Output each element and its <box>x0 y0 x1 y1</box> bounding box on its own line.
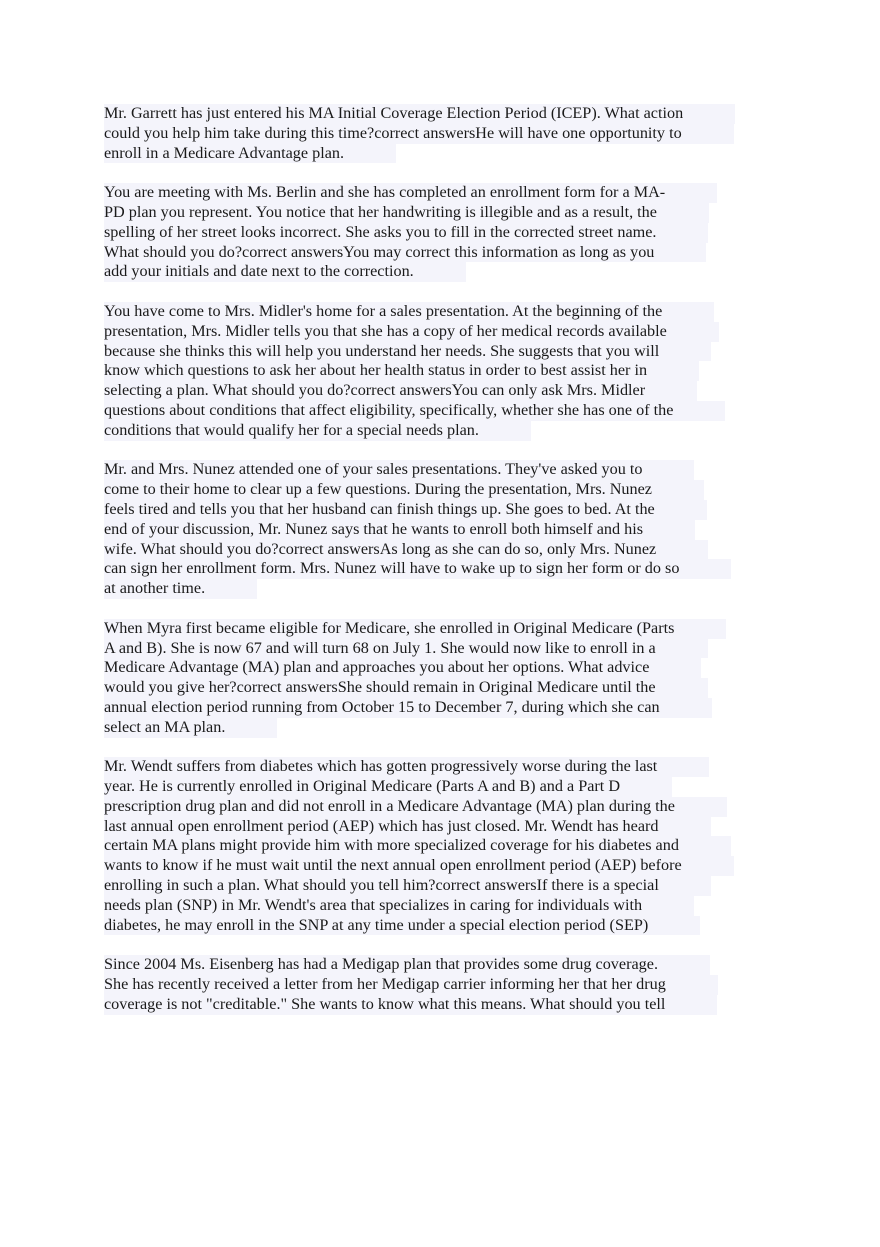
document-body <box>104 104 784 1034</box>
text-line: A and B). She is now 67 and will turn 68 on July 1. She would now like to enroll in a <box>104 639 708 659</box>
paragraph-midler <box>104 302 784 441</box>
text-line: needs plan (SNP) in Mr. Wendt's area that specializes in caring for individuals with <box>104 896 694 916</box>
text-line: When Myra first became eligible for Medicare, she enrolled in Original Medicare (Parts <box>104 619 726 639</box>
text-line: prescription drug plan and did not enroll in a Medicare Advantage (MA) plan during the <box>104 797 727 817</box>
text-line: Mr. and Mrs. Nunez attended one of your sales presentations. They've asked you to <box>104 460 694 480</box>
text-line: last annual open enrollment period (AEP) which has just closed. Mr. Wendt has heard <box>104 817 711 837</box>
paragraph-berlin <box>104 183 784 282</box>
text-line: enroll in a Medicare Advantage plan. <box>104 144 396 164</box>
text-line: annual election period running from October 15 to December 7, during which she can <box>104 698 712 718</box>
paragraph-eisenberg <box>104 955 784 1014</box>
text-line: What should you do?correct answersYou may correct this information as long as you <box>104 243 706 263</box>
text-line: come to their home to clear up a few questions. During the presentation, Mrs. Nunez <box>104 480 704 500</box>
paragraph-nunez <box>104 460 784 599</box>
text-line: wants to know if he must wait until the next annual open enrollment period (AEP) before <box>104 856 734 876</box>
text-line: Mr. Wendt suffers from diabetes which has gotten progressively worse during the last <box>104 757 709 777</box>
text-line: questions about conditions that affect eligibility, specifically, whether she has one of the <box>104 401 725 421</box>
text-line: diabetes, he may enroll in the SNP at any time under a special election period (SEP) <box>104 916 700 936</box>
text-line: selecting a plan. What should you do?correct answersYou can only ask Mrs. Midler <box>104 381 697 401</box>
text-line: You are meeting with Ms. Berlin and she has completed an enrollment form for a MA- <box>104 183 717 203</box>
text-line: enrolling in such a plan. What should you tell him?correct answersIf there is a special <box>104 876 711 896</box>
text-line: at another time. <box>104 579 257 599</box>
text-line: would you give her?correct answersShe should remain in Original Medicare until the <box>104 678 708 698</box>
paragraph-icep <box>104 104 784 163</box>
text-line: know which questions to ask her about her health status in order to best assist her in <box>104 361 699 381</box>
text-line: You have come to Mrs. Midler's home for a sales presentation. At the beginning of the <box>104 302 714 322</box>
text-line: PD plan you represent. You notice that her handwriting is illegible and as a result, the <box>104 203 709 223</box>
text-line: She has recently received a letter from her Medigap carrier informing her that her drug <box>104 975 718 995</box>
text-line: presentation, Mrs. Midler tells you that she has a copy of her medical records available <box>104 322 719 342</box>
text-line: Since 2004 Ms. Eisenberg has had a Medigap plan that provides some drug coverage. <box>104 955 710 975</box>
text-line: add your initials and date next to the correction. <box>104 262 466 282</box>
text-line: conditions that would qualify her for a special needs plan. <box>104 421 531 441</box>
text-line: wife. What should you do?correct answersAs long as she can do so, only Mrs. Nunez <box>104 540 708 560</box>
paragraph-myra <box>104 619 784 738</box>
text-line: feels tired and tells you that her husband can finish things up. She goes to bed. At the <box>104 500 707 520</box>
text-line: year. He is currently enrolled in Original Medicare (Parts A and B) and a Part D <box>104 777 672 797</box>
text-line: spelling of her street looks incorrect. She asks you to fill in the corrected street name. <box>104 223 708 243</box>
text-line: select an MA plan. <box>104 718 277 738</box>
text-line: end of your discussion, Mr. Nunez says that he wants to enroll both himself and his <box>104 520 695 540</box>
text-line: Mr. Garrett has just entered his MA Initial Coverage Election Period (ICEP). What action <box>104 104 735 124</box>
text-line: because she thinks this will help you understand her needs. She suggests that you will <box>104 342 711 362</box>
text-line: coverage is not "creditable." She wants to know what this means. What should you tell <box>104 995 717 1015</box>
text-line: can sign her enrollment form. Mrs. Nunez will have to wake up to sign her form or do so <box>104 559 731 579</box>
text-line: could you help him take during this time?correct answersHe will have one opportunity to <box>104 124 734 144</box>
text-line: Medicare Advantage (MA) plan and approaches you about her options. What advice <box>104 658 701 678</box>
paragraph-wendt <box>104 757 784 935</box>
text-line: certain MA plans might provide him with more specialized coverage for his diabetes and <box>104 836 731 856</box>
